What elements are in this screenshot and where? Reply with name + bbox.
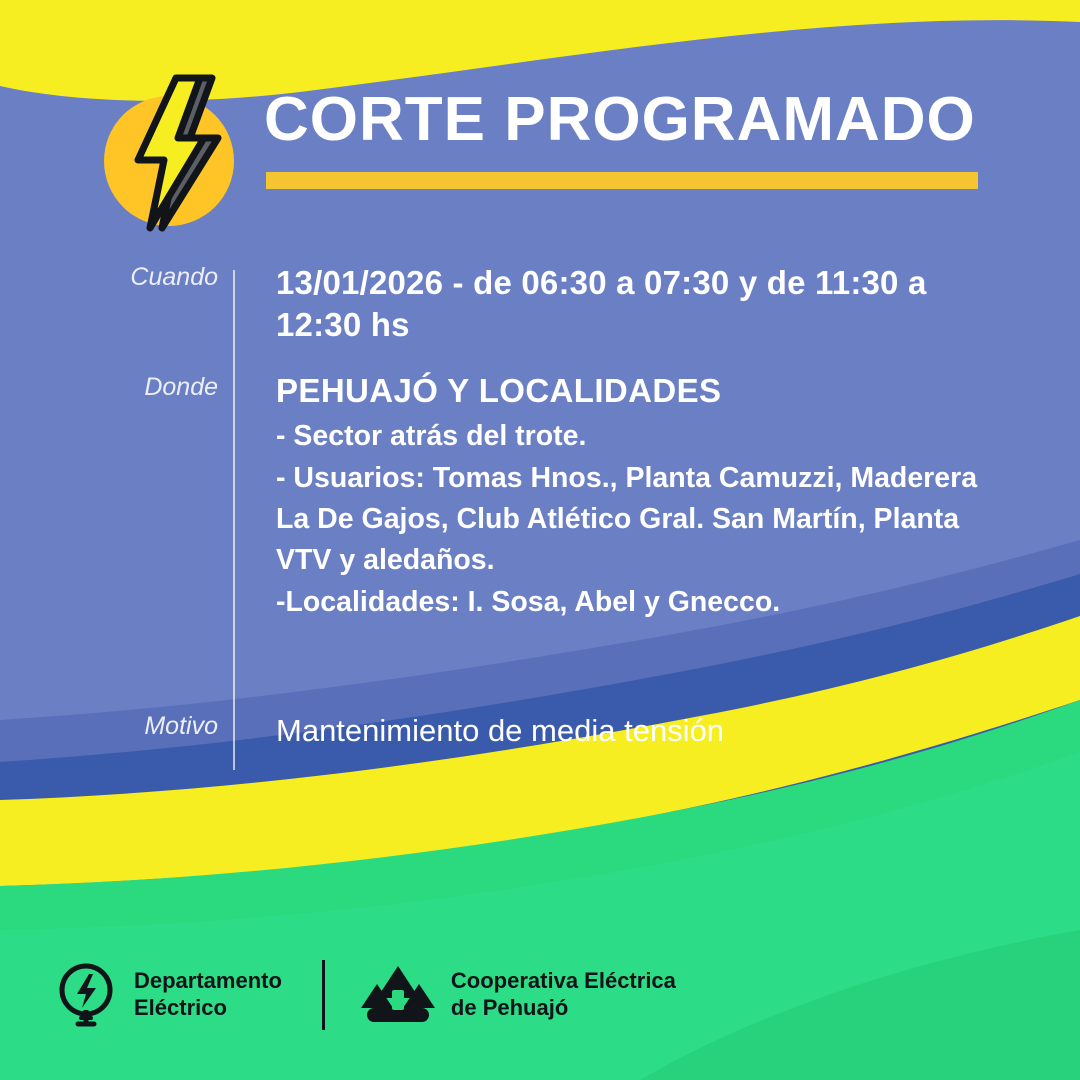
- footer: [58, 950, 1038, 1040]
- footer-departamento: [58, 962, 282, 1028]
- bolt-badge-icon: [58, 962, 120, 1028]
- footer-departamento-text: [134, 968, 282, 1022]
- value-reason: Mantenimiento de media tensión: [276, 713, 725, 749]
- detail-row-reason: [100, 711, 1000, 751]
- label-where: Donde: [144, 373, 218, 402]
- value-where: [276, 372, 1000, 623]
- label-reason: Motivo: [144, 712, 218, 741]
- value-when: 13/01/2026 - de 06:30 a 07:30 y de 11:30 a 12:30 hs: [276, 264, 927, 344]
- footer-departamento-line2: Eléctrico: [134, 995, 227, 1020]
- lightning-bolt-icon: [104, 74, 254, 224]
- where-line-1: - Sector atrás del trote.: [276, 420, 587, 453]
- where-heading: PEHUAJÓ Y LOCALIDADES: [276, 372, 722, 410]
- label-when: Cuando: [130, 263, 218, 291]
- title-underline: [266, 172, 978, 189]
- details-section: [100, 262, 1000, 751]
- detail-row-when: [100, 262, 1000, 346]
- footer-cooperativa-line1: Cooperativa Eléctrica: [450, 968, 676, 994]
- footer-cooperativa-line2: de Pehuajó: [450, 995, 569, 1020]
- page-title: CORTE PROGRAMADO: [264, 85, 976, 154]
- footer-divider: [322, 960, 325, 1030]
- header: [96, 62, 996, 232]
- footer-cooperativa: [359, 964, 676, 1026]
- footer-departamento-line1: Departamento: [134, 968, 282, 994]
- footer-cooperativa-text: [451, 968, 676, 1022]
- where-line-3: -Localidades: I. Sosa, Abel y Gnecco.: [276, 585, 781, 618]
- cooperative-logo-icon: [359, 964, 437, 1026]
- detail-row-where: [100, 372, 1000, 623]
- where-line-2: - Usuarios: Tomas Hnos., Planta Camuzzi, Maderera La De Gajos, Club Atlético Gral. San Martín, Planta VTV y aledaños.: [276, 461, 978, 577]
